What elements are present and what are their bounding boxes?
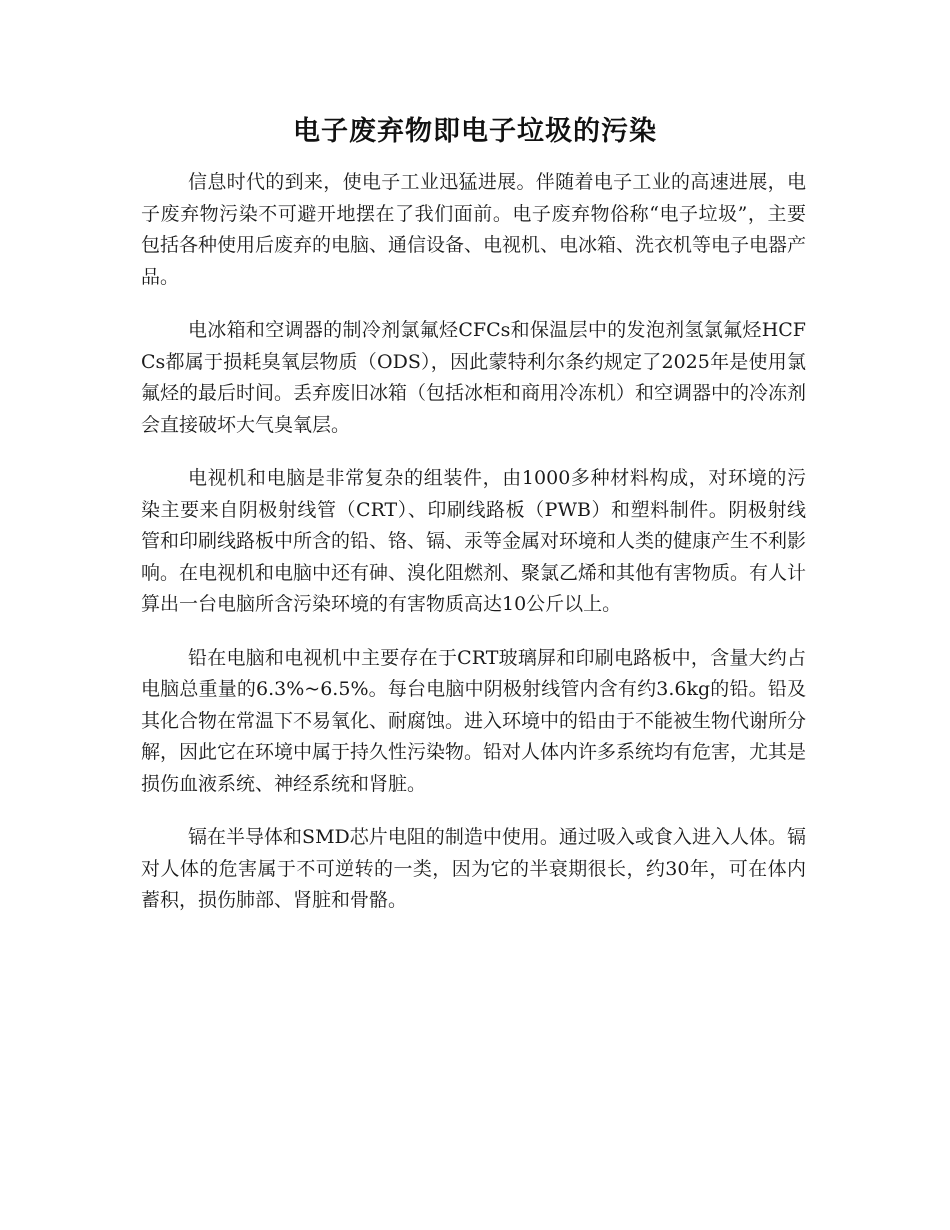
paragraph-5: 镉在半导体和SMD芯片电阻的制造中使用。通过吸入或食入进入人体。镉对人体的危害属于不可逆转的一类，因为它的半衰期很长，约30年，可在体内蓄积，损伤肺部、肾脏和骨骼。 — [141, 826, 806, 911]
paragraph-2: 电冰箱和空调器的制冷剂氯氟烃CFCs和保温层中的发泡剂氢氯氟烃HCFCs都属于损耗臭氧层物质（ODS），因此蒙特利尔条约规定了2025年是使用氯氟烃的最后时间。丢弃废旧冰箱（包括冰柜和商用冷冻机）和空调器中的冷冻剂会直接破坏大气臭氧层。 — [141, 319, 807, 436]
document-title: 电子废弃物即电子垃圾的污染 — [293, 116, 657, 147]
paragraph-1: 信息时代的到来，使电子工业迅猛进展。伴随着电子工业的高速进展，电子废弃物污染不可避开地摆在了我们面前。电子废弃物俗称“电子垃圾”，主要包括各种使用后废弃的电脑、通信设备、电视机、电冰箱、洗衣机等电子电器产品。 — [141, 171, 807, 288]
paragraph-3: 电视机和电脑是非常复杂的组装件，由1000多种材料构成，对环境的污染主要来自阴极射线管（CRT）、印刷线路板（PWB）和塑料制件。阴极射线管和印刷线路板中所含的铅、铬、镉、汞等金属对环境和人类的健康产生不利影响。在电视机和电脑中还有砷、溴化阻燃剂、聚氯乙烯和其他有害物质。有人计算出一台电脑所含污染环境的有害物质高达10公斤以上。 — [141, 467, 807, 615]
document-body — [141, 167, 806, 939]
paragraph-4: 铅在电脑和电视机中主要存在于CRT玻璃屏和印刷电路板中，含量大约占电脑总重量的6.3%~6.5%。每台电脑中阴极射线管内含有约3.6kg的铅。铅及其化合物在常温下不易氧化、耐腐蚀。进入环境中的铅由于不能被生物代谢所分解，因此它在环境中属于持久性污染物。铅对人体内许多系统均有危害，尤其是损伤血液系统、神经系统和肾脏。 — [141, 646, 807, 795]
